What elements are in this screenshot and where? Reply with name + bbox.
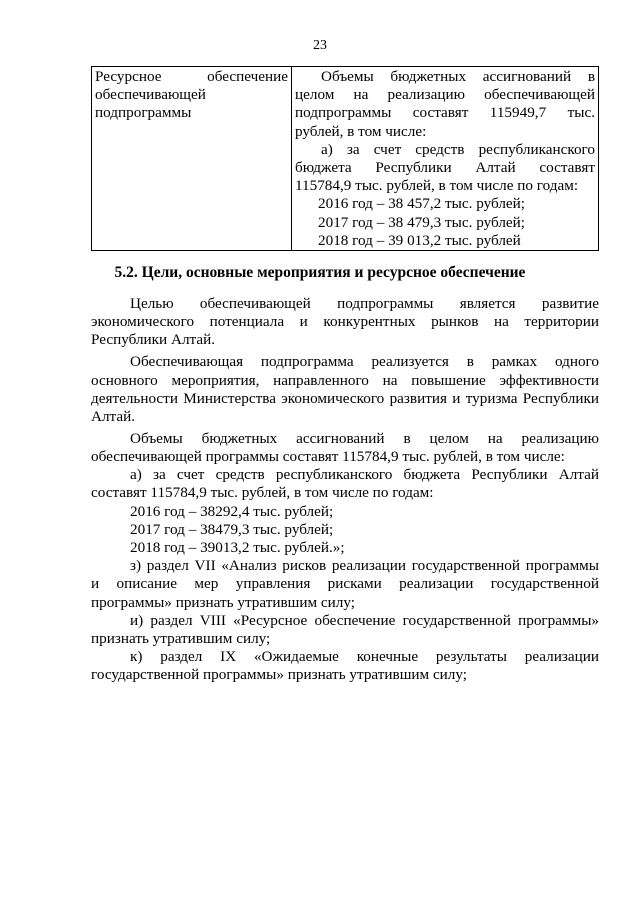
text-line: 2017 год – 38479,3 тыс. рублей;: [130, 520, 334, 538]
text-line: з) раздел VII «Анализ рисков реализации государственной программы: [130, 557, 599, 575]
text-line: Обеспечивающая подпрограмма реализуется в рамках одного: [130, 353, 599, 371]
text-line: составят 115784,9 тыс. рублей, в том числе по годам:: [91, 484, 434, 502]
text-line: государственной программы» признать утратившим силу;: [91, 666, 468, 684]
text-line: 2016 год – 38292,4 тыс. рублей;: [130, 502, 334, 520]
text-line: Алтай.: [91, 407, 136, 425]
text-line: Республики Алтай.: [91, 331, 216, 349]
paragraph: [91, 539, 599, 557]
paragraph: [91, 503, 599, 521]
table-row: [92, 67, 599, 251]
paragraph: [91, 295, 599, 350]
paragraph: [91, 557, 599, 612]
cell-line: рублей, в том числе:: [295, 122, 427, 140]
body-text: [91, 295, 599, 685]
cell-line: 2018 год – 39 013,2 тыс. рублей: [318, 231, 521, 249]
text-line: и) раздел VIII «Ресурсное обеспечение государственной программы»: [130, 611, 599, 629]
text-line: Объемы бюджетных ассигнований в целом на реализацию: [130, 429, 599, 447]
section-title: 5.2. Цели, основные мероприятия и ресурсное обеспечение: [114, 264, 526, 281]
cell-line: целом на реализацию обеспечивающей: [295, 86, 595, 104]
text-line: и описание мер управления рисками реализации государственной: [91, 575, 599, 593]
text-line: основного мероприятия, направленного на повышение эффективности: [91, 371, 599, 389]
text-line: деятельности Министерства экономического развития и туризма Республики: [91, 389, 599, 407]
text-line: а) за счет средств республиканского бюджета Республики Алтай: [130, 466, 599, 484]
paragraph: [91, 521, 599, 539]
text-line: к) раздел IX «Ожидаемые конечные результаты реализации: [130, 648, 599, 666]
cell-line: 2016 год – 38 457,2 тыс. рублей;: [318, 195, 526, 213]
table-cell-value: [292, 67, 599, 251]
paragraph: [91, 353, 599, 426]
cell-line: обеспечивающей: [95, 86, 206, 104]
resource-table: [91, 66, 599, 251]
paragraph: [91, 648, 599, 684]
text-line: 2018 год – 39013,2 тыс. рублей.»;: [130, 539, 345, 557]
text-line: обеспечивающей программы составят 115784,9 тыс. рублей, в том числе:: [91, 448, 565, 466]
page-number: 23: [313, 38, 327, 53]
text-line: экономического потенциала и конкурентных рынков на территории: [91, 313, 599, 331]
text-line: Целью обеспечивающей подпрограммы является развитие: [130, 295, 599, 312]
text-line: признать утратившим силу;: [91, 629, 271, 647]
paragraph: [91, 430, 599, 466]
paragraph: [91, 466, 599, 502]
cell-line: подпрограммы: [95, 104, 192, 122]
text-line: программы» признать утратившим силу;: [91, 593, 355, 611]
paragraph: [91, 612, 599, 648]
cell-line: а) за счет средств республиканского: [321, 140, 595, 158]
cell-line: бюджета Республики Алтай составят: [295, 159, 595, 177]
cell-line: Объемы бюджетных ассигнований в: [321, 68, 595, 85]
cell-line: подпрограммы составят 115949,7 тыс.: [295, 104, 595, 122]
cell-line: 2017 год – 38 479,3 тыс. рублей;: [318, 213, 526, 231]
cell-line: Ресурсное обеспечение: [95, 68, 288, 85]
cell-line: 115784,9 тыс. рублей, в том числе по годам:: [295, 177, 579, 195]
table-cell-label: [92, 67, 292, 251]
